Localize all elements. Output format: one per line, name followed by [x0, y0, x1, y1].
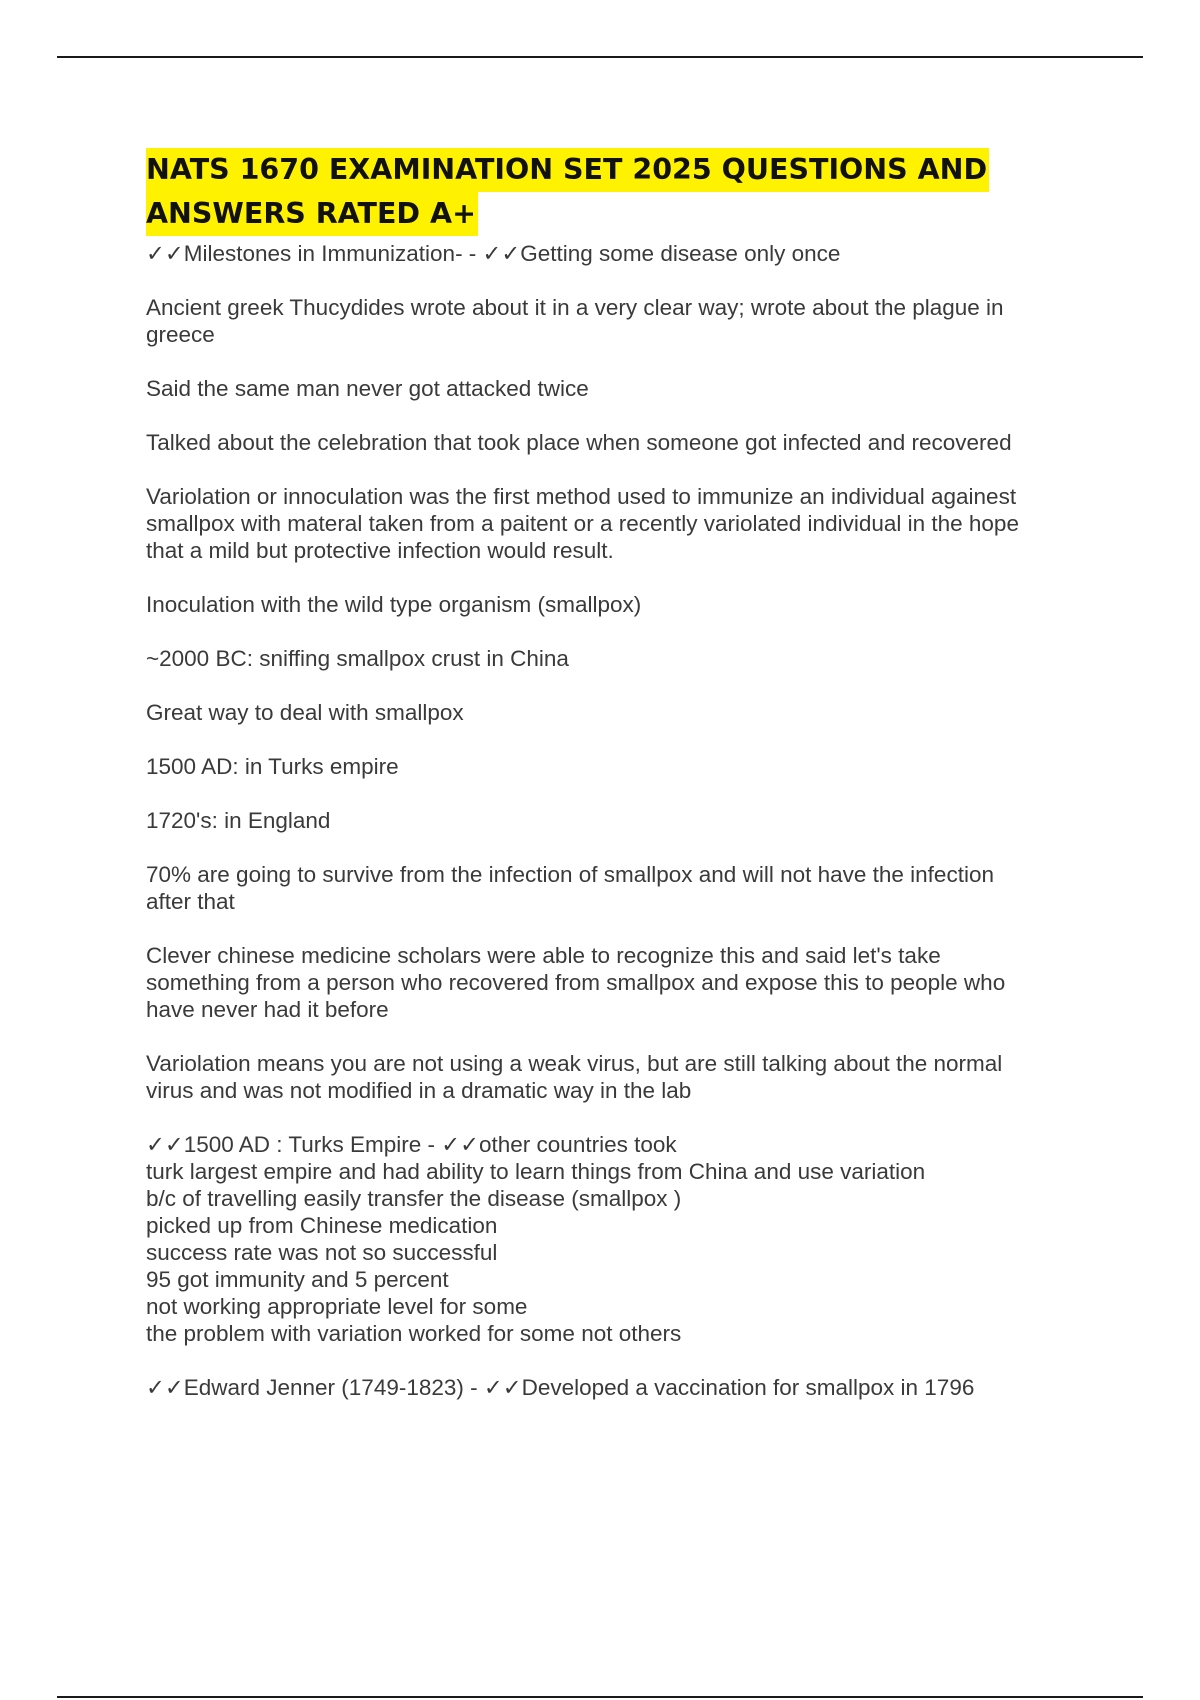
paragraph-line: 1720's: in England — [146, 808, 331, 833]
paragraph-line: something from a person who recovered from smallpox and expose this to people who — [146, 970, 1006, 995]
paragraph-line: 70% are going to survive from the infection of smallpox and will not have the infection — [146, 862, 994, 887]
paragraph-line: Ancient greek Thucydides wrote about it in a very clear way; wrote about the plague in — [146, 295, 1004, 320]
paragraph-line: Inoculation with the wild type organism (smallpox) — [146, 592, 642, 617]
paragraph — [146, 1131, 1086, 1347]
paragraph — [146, 1374, 1086, 1401]
paragraph — [146, 942, 1086, 1023]
paragraph-line: have never had it before — [146, 997, 389, 1022]
paragraph-line: ✓✓1500 AD : Turks Empire - ✓✓other countries took — [146, 1132, 677, 1157]
document-body — [146, 148, 1086, 1428]
paragraph-line: b/c of travelling easily transfer the disease (smallpox ) — [146, 1186, 682, 1211]
paragraph-line: 1500 AD: in Turks empire — [146, 754, 399, 779]
paragraph-line: after that — [146, 889, 235, 914]
paragraph-line: picked up from Chinese medication — [146, 1213, 498, 1238]
paragraph — [146, 807, 1086, 834]
paragraph-line: Variolation or innoculation was the first method used to immunize an individual againest — [146, 484, 1017, 509]
document-title — [146, 148, 1086, 236]
paragraph-line: the problem with variation worked for some not others — [146, 1321, 682, 1346]
paragraph — [146, 699, 1086, 726]
paragraph-line: Variolation means you are not using a weak virus, but are still talking about the normal — [146, 1051, 1003, 1076]
paragraph-line: Said the same man never got attacked twice — [146, 376, 589, 401]
paragraph-line: not working appropriate level for some — [146, 1294, 528, 1319]
paragraph-line: ✓✓Milestones in Immunization- - ✓✓Getting some disease only once — [146, 241, 841, 266]
paragraph — [146, 294, 1086, 348]
paragraph — [146, 1050, 1086, 1104]
paragraph — [146, 861, 1086, 915]
paragraph-line: success rate was not so successful — [146, 1240, 498, 1265]
paragraph-line: Talked about the celebration that took place when someone got infected and recovered — [146, 430, 1012, 455]
paragraph — [146, 240, 1086, 267]
paragraph — [146, 483, 1086, 564]
paragraph-line: Great way to deal with smallpox — [146, 700, 464, 725]
paragraph — [146, 753, 1086, 780]
paragraph-line: that a mild but protective infection would result. — [146, 538, 614, 563]
paragraph-line: 95 got immunity and 5 percent — [146, 1267, 449, 1292]
paragraph-line: turk largest empire and had ability to learn things from China and use variation — [146, 1159, 926, 1184]
bottom-rule — [57, 1696, 1143, 1698]
paragraph — [146, 429, 1086, 456]
paragraph-line: virus and was not modified in a dramatic way in the lab — [146, 1078, 692, 1103]
paragraph-list — [146, 240, 1086, 1401]
paragraph-line: Clever chinese medicine scholars were able to recognize this and said let's take — [146, 943, 941, 968]
paragraph-line: smallpox with materal taken from a paitent or a recently variolated individual in the hope — [146, 511, 1019, 536]
paragraph-line: ✓✓Edward Jenner (1749-1823) - ✓✓Developed a vaccination for smallpox in 1796 — [146, 1375, 975, 1400]
top-rule — [57, 56, 1143, 58]
paragraph — [146, 645, 1086, 672]
paragraph — [146, 375, 1086, 402]
paragraph-line: ~2000 BC: sniffing smallpox crust in China — [146, 646, 569, 671]
title-line-1: NATS 1670 EXAMINATION SET 2025 QUESTIONS AND — [146, 148, 989, 192]
title-line-2: ANSWERS RATED A+ — [146, 192, 478, 236]
paragraph-line: greece — [146, 322, 215, 347]
paragraph — [146, 591, 1086, 618]
